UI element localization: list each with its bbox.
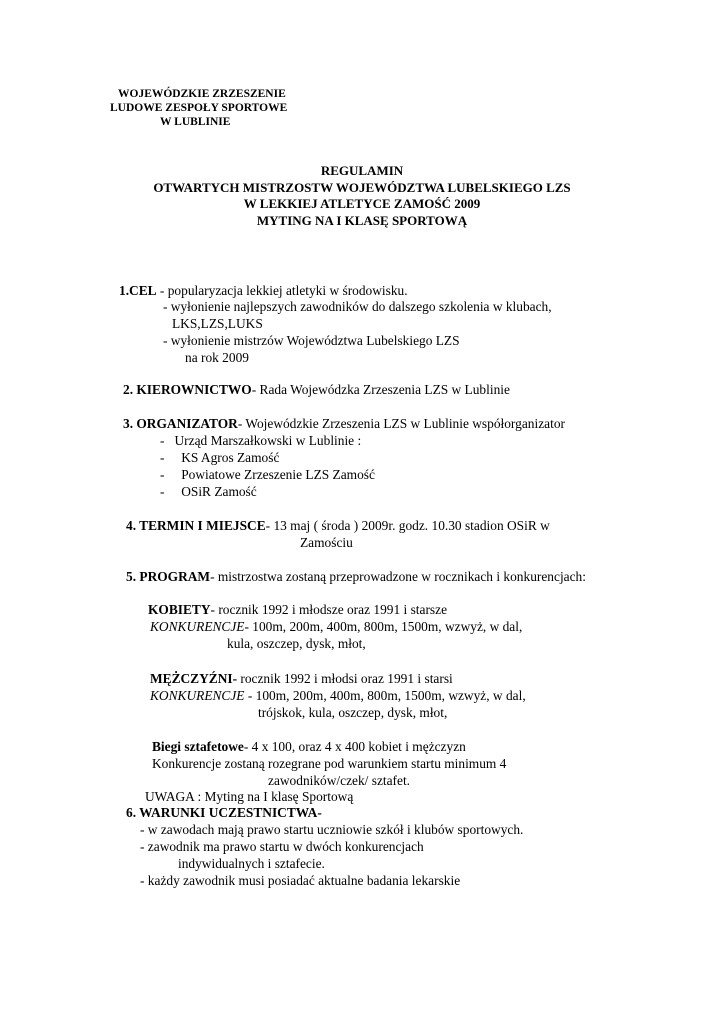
organizer-item: - Powiatowe Zrzeszenie LZS Zamość xyxy=(160,467,375,482)
section-warunki-line-3: indywidualnych i sztafecie. xyxy=(178,856,325,871)
women-text: - rocznik 1992 i młodsze oraz 1991 i starsze xyxy=(210,602,448,617)
section-warunki-line-2: - zawodnik ma prawo startu w dwóch konkurencjach xyxy=(140,839,424,854)
organizer-item-label: Powiatowe Zrzeszenie LZS Zamość xyxy=(181,467,375,482)
doc-title-line-3: W LEKKIEJ ATLETYCE ZAMOŚĆ 2009 xyxy=(243,196,481,211)
org-header-line-3: W LUBLINIE xyxy=(160,116,231,128)
section-organizator-text: - Wojewódzkie Zrzeszenia LZS w Lublinie współorganizator xyxy=(237,416,565,431)
relay-line-2: Konkurencje zostaną rozegrane pod warunkiem startu minimum 4 xyxy=(152,756,507,771)
section-cel-heading: 1.CEL xyxy=(119,283,157,298)
organizer-item-label: OSiR Zamość xyxy=(181,484,257,499)
men-line xyxy=(150,671,453,687)
section-kierownictwo xyxy=(123,382,510,398)
section-program xyxy=(126,569,586,585)
organizer-item: - OSiR Zamość xyxy=(160,484,257,499)
section-cel-line-5: na rok 2009 xyxy=(185,350,249,365)
section-termin-text: - 13 maj ( środa ) 2009r. godz. 10.30 stadion OSiR w xyxy=(265,518,550,533)
section-cel-text: - popularyzacja lekkiej atletyki w środowisku. xyxy=(156,283,408,298)
organizer-item: - Urząd Marszałkowski w Lublinie : xyxy=(160,433,362,448)
section-cel-line-3: LKS,LZS,LUKS xyxy=(172,316,263,331)
section-termin-cont: Zamościu xyxy=(300,535,353,550)
women-line xyxy=(148,602,447,618)
section-cel-line xyxy=(119,283,408,299)
doc-title-line-2: OTWARTYCH MISTRZOSTW WOJEWÓDZTWA LUBELSKIEGO LZS xyxy=(153,180,571,195)
men-konk-line-2: trójskok, kula, oszczep, dysk, młot, xyxy=(258,705,448,720)
section-organizator-heading: 3. ORGANIZATOR xyxy=(123,416,238,431)
doc-title-line-4: MYTING NA I KLASĘ SPORTOWĄ xyxy=(256,213,468,228)
relay-line xyxy=(152,739,466,755)
section-warunki-line-4: - każdy zawodnik musi posiadać aktualne badania lekarskie xyxy=(140,873,461,888)
women-konk-text: - 100m, 200m, 400m, 800m, 1500m, wzwyż, w dal, xyxy=(244,619,523,634)
relay-text: - 4 x 100, oraz 4 x 400 kobiet i mężczyzn xyxy=(243,739,466,754)
organizer-item-label: KS Agros Zamość xyxy=(181,450,280,465)
section-cel-line-4: - wyłonienie mistrzów Województwa Lubelskiego LZS xyxy=(163,333,460,348)
section-warunki-line-1: - w zawodach mają prawo startu uczniowie szkół i klubów sportowych. xyxy=(140,822,524,837)
organizer-item-label: Urząd Marszałkowski w Lublinie : xyxy=(174,433,362,448)
section-warunki-dash: - xyxy=(317,805,322,820)
women-konk-line xyxy=(150,619,522,635)
relay-heading: Biegi sztafetowe xyxy=(152,739,244,754)
org-header-line-1: WOJEWÓDZKIE ZRZESZENIE xyxy=(118,88,286,100)
section-program-heading: 5. PROGRAM xyxy=(126,569,211,584)
program-note: UWAGA : Myting na I klasę Sportową xyxy=(145,789,354,804)
men-konk-line xyxy=(150,688,526,704)
section-program-text: - mistrzostwa zostaną przeprowadzone w rocznikach i konkurencjach: xyxy=(210,569,586,584)
men-text: rocznik 1992 i młodsi oraz 1991 i starsi xyxy=(237,671,453,686)
organizer-item: - KS Agros Zamość xyxy=(160,450,280,465)
section-kierownictwo-text: - Rada Wojewódzka Zrzeszenia LZS w Lublinie xyxy=(251,382,510,397)
section-warunki xyxy=(126,805,322,821)
section-organizator xyxy=(123,416,565,432)
men-konk-text: - 100m, 200m, 400m, 800m, 1500m, wzwyż, w dal, xyxy=(244,688,526,703)
doc-title-line-1: REGULAMIN xyxy=(320,163,404,178)
women-konk-label: KONKURENCJE xyxy=(150,619,245,634)
section-termin-heading: 4. TERMIN I MIEJSCE xyxy=(126,518,266,533)
section-kierownictwo-heading: 2. KIEROWNICTWO xyxy=(123,382,252,397)
men-heading: MĘŻCZYŹNI- xyxy=(150,671,238,686)
section-cel-line-2: - wyłonienie najlepszych zawodników do dalszego szkolenia w klubach, xyxy=(163,299,552,314)
org-header-line-2: LUDOWE ZESPOŁY SPORTOWE xyxy=(110,102,288,114)
women-konk-line-2: kula, oszczep, dysk, młot, xyxy=(227,636,366,651)
women-heading: KOBIETY xyxy=(148,602,211,617)
section-termin xyxy=(126,518,550,534)
relay-line-3: zawodników/czek/ sztafet. xyxy=(268,773,411,788)
section-warunki-heading: 6. WARUNKI UCZESTNICTWA xyxy=(126,805,318,820)
men-konk-label: KONKURENCJE xyxy=(150,688,245,703)
